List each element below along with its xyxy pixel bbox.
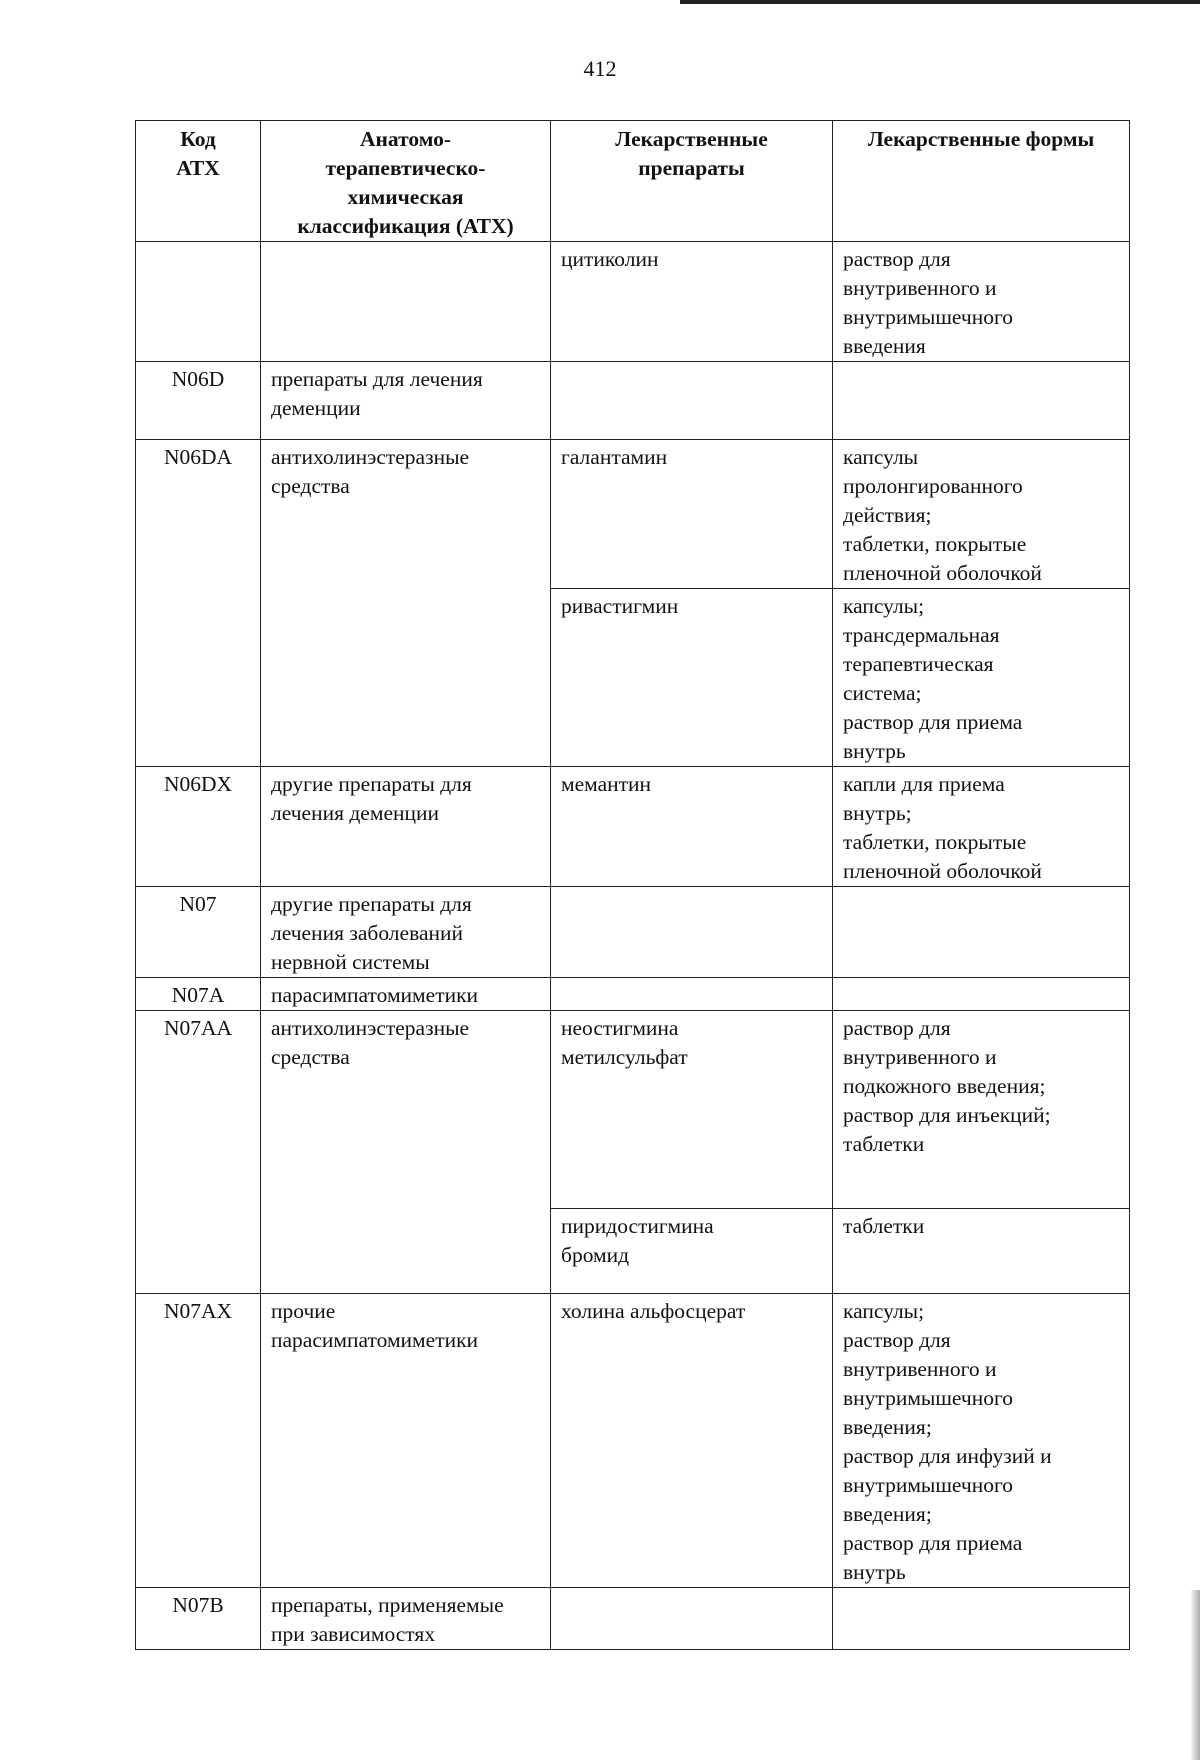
cell-code: N07AA xyxy=(136,1011,261,1294)
cell-classification: антихолинэстеразные средства xyxy=(261,440,551,767)
cell-code: N06DA xyxy=(136,440,261,767)
cell-drug: неостигмина метилсульфат xyxy=(551,1011,833,1209)
table-row xyxy=(136,978,1130,1011)
cell-drug: холина альфосцерат xyxy=(551,1294,833,1588)
table-row xyxy=(136,1011,1130,1209)
table-row xyxy=(136,1588,1130,1650)
cell-drug xyxy=(551,1588,833,1650)
cell-classification: препараты, применяемые при зависимостях xyxy=(261,1588,551,1650)
cell-form: капсулы пролонгированного действия; таблетки, покрытые пленочной оболочкой xyxy=(833,440,1130,589)
table-row xyxy=(136,1294,1130,1588)
cell-drug xyxy=(551,362,833,440)
cell-classification: другие препараты для лечения заболеваний нервной системы xyxy=(261,887,551,978)
cell-drug: пиридостигмина бромид xyxy=(551,1209,833,1294)
cell-form xyxy=(833,887,1130,978)
cell-classification: прочие парасимпатомиметики xyxy=(261,1294,551,1588)
cell-code: N07AX xyxy=(136,1294,261,1588)
table-row xyxy=(136,767,1130,887)
cell-drug xyxy=(551,887,833,978)
cell-form: капсулы; трансдермальная терапевтическая система; раствор для приема внутрь xyxy=(833,589,1130,767)
cell-classification: парасимпатомиметики xyxy=(261,978,551,1011)
header-forms: Лекарственные формы xyxy=(833,121,1130,242)
cell-drug: цитиколин xyxy=(551,242,833,362)
cell-code: N06DX xyxy=(136,767,261,887)
cell-form: раствор для внутривенного и внутримышечного введения xyxy=(833,242,1130,362)
table-row xyxy=(136,887,1130,978)
cell-form: капли для приема внутрь; таблетки, покрытые пленочной оболочкой xyxy=(833,767,1130,887)
cell-classification: другие препараты для лечения деменции xyxy=(261,767,551,887)
cell-form xyxy=(833,362,1130,440)
table-row xyxy=(136,440,1130,589)
table-row xyxy=(136,242,1130,362)
cell-classification: антихолинэстеразные средства xyxy=(261,1011,551,1294)
cell-code: N07A xyxy=(136,978,261,1011)
cell-code: N07B xyxy=(136,1588,261,1650)
cell-code: N07 xyxy=(136,887,261,978)
cell-drug xyxy=(551,978,833,1011)
cell-code xyxy=(136,242,261,362)
cell-form xyxy=(833,1588,1130,1650)
page-number: 412 xyxy=(583,56,617,81)
cell-form: капсулы; раствор для внутривенного и внутримышечного введения; раствор для инфузий и внутримышечного введения; раствор для приема внутрь xyxy=(833,1294,1130,1588)
scan-edge-shadow xyxy=(1190,1590,1200,1760)
atx-drug-table xyxy=(135,120,1130,1650)
table-header-row xyxy=(136,121,1130,242)
header-code: Код АТХ xyxy=(136,121,261,242)
cell-drug: мемантин xyxy=(551,767,833,887)
cell-classification: препараты для лечения деменции xyxy=(261,362,551,440)
cell-drug: ривастигмин xyxy=(551,589,833,767)
table-row xyxy=(136,362,1130,440)
header-classification: Анатомо- терапевтическо- химическая классификация (АТХ) xyxy=(261,121,551,242)
cell-form: раствор для внутривенного и подкожного введения; раствор для инъекций; таблетки xyxy=(833,1011,1130,1209)
cell-form: таблетки xyxy=(833,1209,1130,1294)
header-drugs: Лекарственные препараты xyxy=(551,121,833,242)
top-border-line xyxy=(680,0,1200,4)
cell-classification xyxy=(261,242,551,362)
cell-form xyxy=(833,978,1130,1011)
cell-code: N06D xyxy=(136,362,261,440)
cell-drug: галантамин xyxy=(551,440,833,589)
